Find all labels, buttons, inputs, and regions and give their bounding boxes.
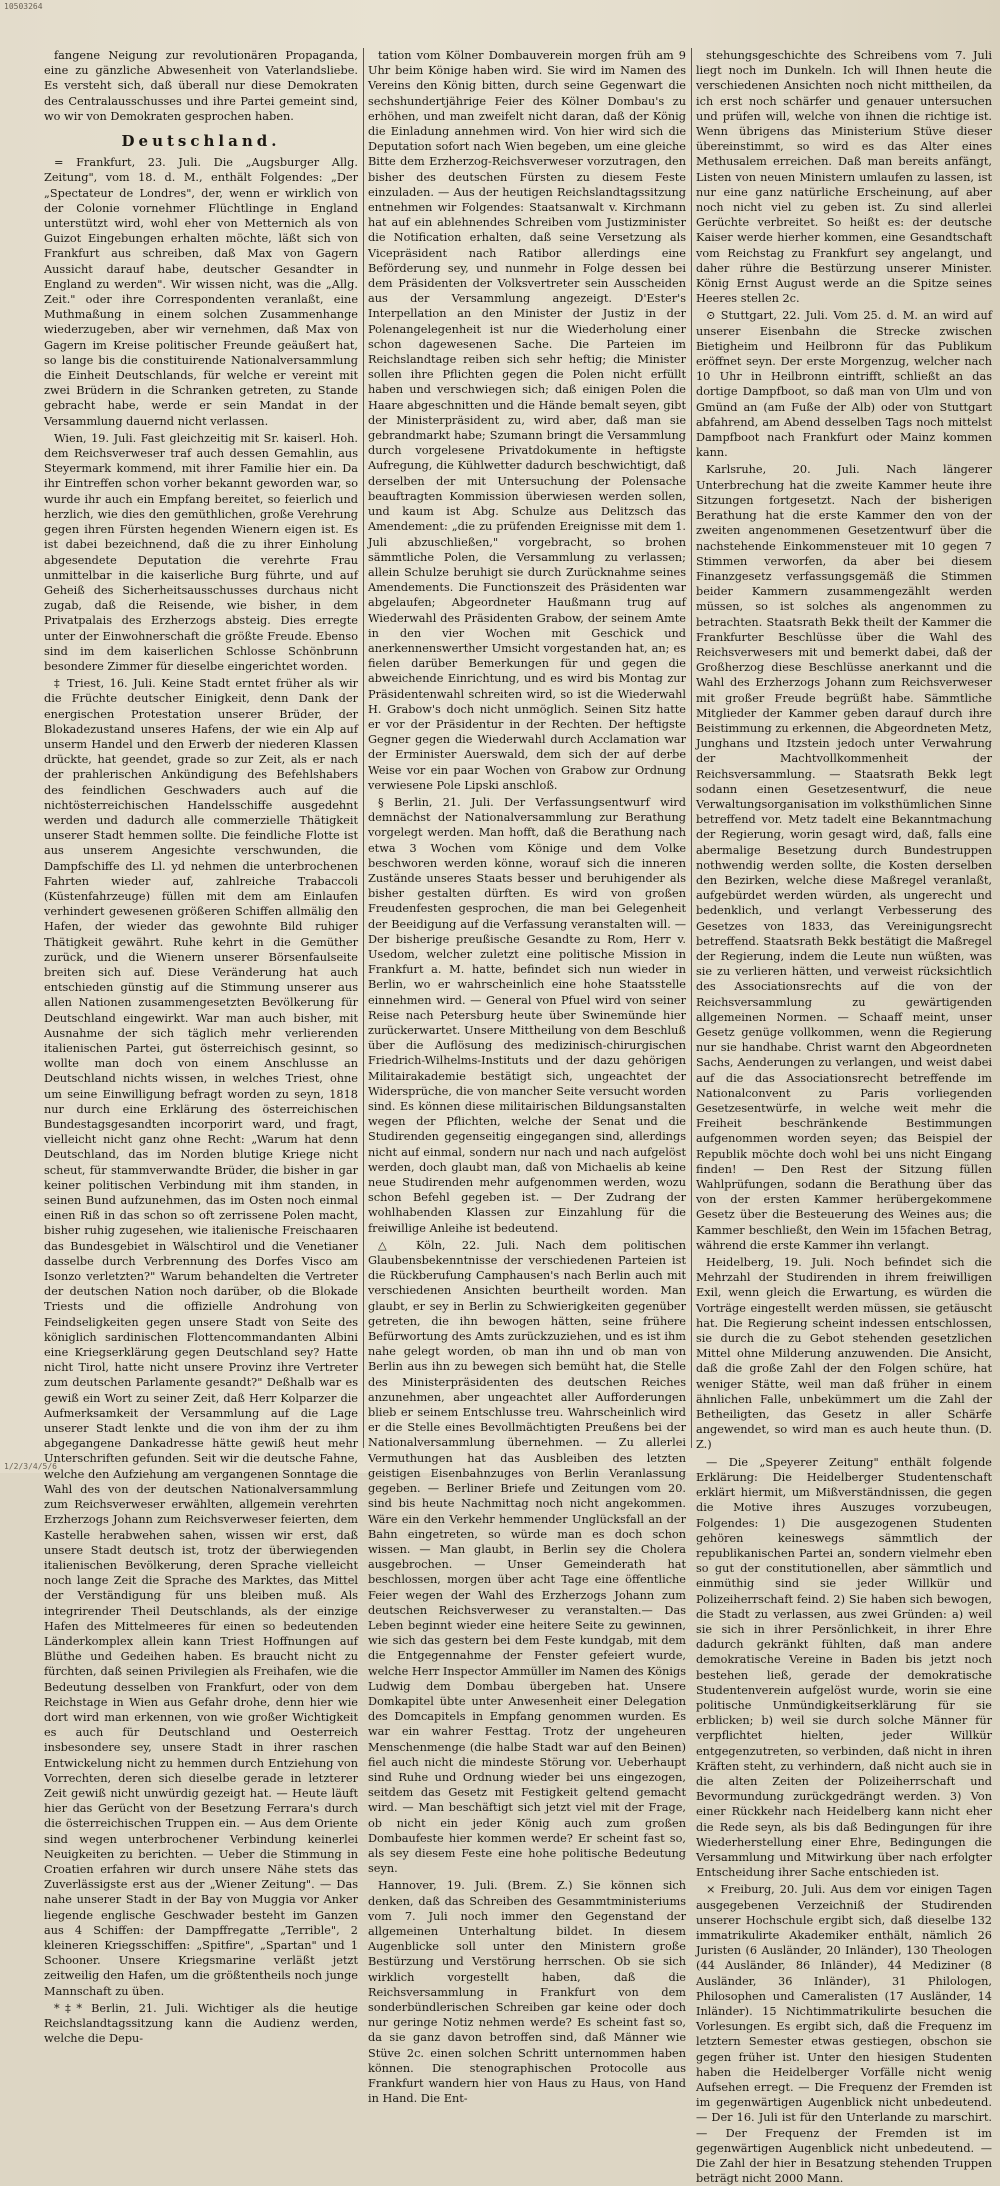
column-divider-2 [691, 48, 692, 1448]
article-berlin-1: *‡* Berlin, 21. Juli. Wichtiger als die heutige Reichslandtagssitzung kann die Audienz werden, welche die Depu- [44, 2001, 358, 2046]
article-stuttgart: ⊙ Stuttgart, 22. Juli. Vom 25. d. M. an wird auf unserer Eisenbahn die Strecke zwischen Bietigheim und Heilbronn für das Publikum eröffnet seyn. Der erste Morgenzug, welcher nach 10 Uhr in Heilbronn eintrifft, schließt an das dortige Dampfboot, so daß man von Ulm und von Gmünd an (am Fuße der Alb) oder von Stuttgart abfahrend, am Abend desselben Tags noch mittelst Dampfboot nach Frankfurt oder Mainz kommen kann. [696, 309, 992, 460]
article-paragraph: tation vom Kölner Dombauverein morgen früh am 9 Uhr beim Könige haben wird. Sie wird im Namen des Vereins den König bitten, durch seine Gegenwart die sechshundertjährige Feier des Kölner Dombau's zu erhöhen, und man zweifelt nicht daran, daß der König die Einladung annehmen wird. Von hier wird sich die Deputation sofort nach Wien begeben, um eine gleiche Bitte dem Erzherzog-Reichsverweser vorzutragen, den bisher des deutschen Fürsten zu diesem Feste einzuladen. — Aus der heutigen Reichslandtagssitzung entnehmen wir Folgendes: Staatsanwalt v. Kirchmann hat auf ein ablehnendes Schreiben vom Justizminister die Notification erhalten, daß seine Versetzung als Vicepräsident nach Ratibor allerdings eine Beförderung sey, und nunmehr in Folge dessen bei dem Präsidenten der Volksvertreter sein Ausscheiden aus der Versammlung angezeigt. D'Ester's Interpellation an den Minister der Justiz in der Polenangelegenheit ist nur die Wiederholung einer schon dagewesenen Sache. Die Parteien im Reichslandtage reiben sich sehr heftig; die Minister sollen ihre Pflichten gegen die Polen nicht erfüllt haben und verschwiegen sich; daß einigen Polen die Haare abgeschnitten und die Hände bemalt seyen, gibt der Ministerpräsident zu, wird aber, daß man sie gebrandmarkt habe; Szumann bringt die Versammlung durch vorgelesene Privatdokumente in heftigste Aufregung, die Kühlwetter dadurch beschwichtigt, daß derselben der mit Untersuchung der Polensache beauftragten Kommission überwiesen werden sollen, und kaum ist Abg. Schulze aus Delitzsch das Amendement: „die zu prüfenden Ereignisse mit dem 1. Juli abzuschließen," vorgebracht, so brohen sämmtliche Polen, die Versammlung zu verlassen; allein Schulze beruhigt sie durch Zurücknahme seines Amendements. Die Functionszeit des Präsidenten war abgelaufen; Abgeordneter Haußmann trug auf Wiederwahl des Präsidenten Grabow, der seinem Amte in den vier Wochen mit Geschick und anerkennenswerther Umsicht vorgestanden hat, an; es fielen darüber Bemerkungen für und gegen die abweichende Einrichtung, und es wird bis Montag zur Präsidentenwahl schreiten wird, so ist die Wiederwahl H. Grabow's doch nicht unmöglich. Seinen Sitz hatte er vor der Präsidentur in der Rechten. Der heftigste Gegner gegen die Wiederwahl durch Acclamation war der Erminister Auerswald, dem sich der auf derbe Weise vor ein paar Wochen von Grabow zur Ordnung verwiesene Pole Lipski anschloß. [368, 49, 686, 792]
article-paragraph: stehungsgeschichte des Schreibens vom 7. Juli liegt noch im Dunkeln. Ich will Ihnen heute die verschiedenen Ansichten noch nicht mittheilen, da ich erst noch schärfer und genauer untersuchen und prüfen will, welche von ihnen die richtige ist. Wenn übrigens das Ministerium Stüve dieser übereinstimmt, so wird es das Alter eines Methusalem erreichen. Daß man bereits anfängt, Listen von neuen Ministern umlaufen zu lassen, ist nur eine ganz natürliche Erscheinung, auf aber noch nicht viel zu geben ist. Zu sind allerlei Gerüchte verbreitet. So heißt es: der deutsche Kaiser werde hierher kommen, eine Gesandtschaft vom Reichstag zu Frankfurt sey angelangt, und daher rühre die Bestürzung unserer Minister. König Ernst August werde an die Spitze seines Heeres stellen 2c. [696, 49, 992, 306]
article-triest: ‡ Triest, 16. Juli. Keine Stadt erntet früher als wir die Früchte deutscher Einigkeit, denn Dank der energischen Protestation unserer Brüder, der Blokadezustand unseres Hafens, der wie ein Alp auf unserm Handel und den Erwerb der niederen Klassen drückte, hat geendet, grade so zur Zeit, als er nach der prahlerischen Ankündigung des Befehlshabers des feindlichen Geschwaders auch auf die nichtösterreichischen Handelsschiffe ausgedehnt werden und dadurch alle commerzielle Thätigkeit unserer Stadt hemmen sollte. Die feindliche Flotte ist aus unserem Angesichte verschwunden, die Dampfschiffe des Ll. yd nehmen die unterbrochenen Fahrten wieder auf, zahlreiche Trabaccoli (Küstenfahrzeuge) füllen mit dem am Einlaufen verhindert gewesenen größeren Schiffen allmälig den Hafen, der wieder das gewohnte Bild ruhiger Thätigkeit gewährt. Ruhe kehrt in die Gemüther zurück, und die Wienern unserer Börsenfaulseite breiten sich auf. Diese Veränderung hat auch entschieden günstig auf die Stimmung unserer aus allen Nationen zusammengesetzten Bevölkerung für Deutschland eingewirkt. War man auch bisher, mit Ausnahme der sich täglich mehr verlierenden italienischen Partei, gut österreichisch gesinnt, so wollte man doch von einem Anschlusse an Deutschland nichts wissen, in welches Triest, ohne um seine Einwilligung befragt worden zu seyn, 1818 nur durch eine Erklärung des österreichischen Bundestagsgesandten incorporirt ward, und fragt, vielleicht nicht ganz ohne Recht: „Warum hat denn Deutschland, das im Norden blutige Kriege nicht scheut, für stammverwandte Brüder, die bisher in gar keiner politischen Verbindung mit ihm standen, in seinen Bund aufzunehmen, das im Osten noch einmal einen Riß in das schon so oft zerrissene Polen macht, bisher ruhig zugesehen, wie italienische Freischaaren das Bundesgebiet in Wälschtirol und die Venetianer dasselbe durch Verbrennung des Dorfes Visco am Isonzo verletzten?" Warum behandelten die Vertreter der deutschen Nation noch darüber, ob die Blokade Triests und die offizielle Androhung von Feindseligkeiten gegen unsere Stadt von Seite des königlich sardinischen Flottencommandanten Albini eine Kriegserklärung gegen Deutschland sey? Hatte nicht Tirol, hatte nicht unsere Provinz ihre Vertreter zum deutschen Parlamente gesandt?" Deßhalb war es gewiß ein Wort zu seiner Zeit, daß Herr Kolparzer die Aufmerksamkeit der Versammlung auf die Lage unserer Stadt lenkte und die von ihm der zu ihm abgegangene Dankadresse hätte gewiß heut mehr Unterschriften gefunden. Seit wir die deutsche Fahne, welche den Aufziehung am vergangenen Sonntage die Wahl des von der deutschen Nationalversammlung zum Reichsverweser erwählten, allgemein verehrten Erzherzogs Johann zum Reichsverweser feierten, dem Kastelle herabwehen sahen, wissen wir erst, daß unsere Stadt deutsch ist, trotz der überwiegenden italienischen Bevölkerung, deren Sprache vielleicht noch lange Zeit die Sprache des Marktes, das Mittel der Verständigung für uns bleiben muß. Als integrirender Theil Deutschlands, als der einzige Hafen des Mittelmeeres für einen so bedeutenden Länderkomplex allein kann Triest Hoffnungen auf Blüthe und Gedeihen haben. Es braucht nicht zu fürchten, daß seinen Privilegien als Freihafen, wie die Bedeutung desselben von Frankfurt, oder von dem Reichstage in Wien aus Gefahr drohe, denn hier wie dort wird man erkennen, von wie großer Wichtigkeit es auch für Deutschland und Oesterreich insbesondere sey, unsere Stadt in ihrer raschen Entwickelung nicht zu hemmen durch Entziehung von Vorrechten, deren sich dieselbe gerade in letzterer Zeit gewiß nicht unwürdig gezeigt hat. — Heute läuft hier das Gerücht von der Besetzung Ferrara's durch die österreichischen Truppen ein. — Aus dem Oriente sind wegen unterbrochener Verbindung keinerlei Neuigkeiten zu berichten. — Ueber die Stimmung in Croatien erfahren wir durch unsere Nähe stets das Zuverlässigste erst aus der „Wiener Zeitung". — Das nahe unserer Stadt in der Bay von Muggia vor Anker liegende englische Geschwader besteht im Ganzen aus 4 Schiffen: der Dampffregatte „Terrible", 2 kleineren Kriegsschiffen: „Spitfire", „Spartan" und 1 Schooner. Unsere Kriegsmarine verläßt jetzt zeitweilig den Hafen, um die größtentheils noch junge Mannschaft zu üben. [44, 677, 358, 1998]
article-wien: Wien, 19. Juli. Fast gleichzeitig mit Sr. kaiserl. Hoh. dem Reichsverweser traf auch dessen Gemahlin, aus Steyermark kommend, mit ihrer Familie hier ein. Da ihr Eintreffen schon vorher bekannt geworden war, so wurde ihr auch ein Empfang bereitet, so feierlich und herzlich, wie dies den gemüthlichen, große Verehrung gegen ihren Fürsten hegenden Wienern eigen ist. Es ist dabei bezeichnend, daß die zu ihrer Einholung abgesendete Deputation die verehrte Frau unmittelbar in die kaiserliche Burg führte, und auf Geheiß des Sicherheitsausschusses durchaus nicht zugab, daß die Reisende, wie bisher, in dem Privatpalais des Erzherzogs absteig. Dies erregte unter der Einwohnerschaft die größte Freude. Ebenso sind im dem kaiserlichen Schlosse Schönbrunn besondere Zimmer für dieselbe eingerichtet worden. [44, 431, 358, 673]
scan-id-label: 10503264 [4, 2, 43, 11]
article-berlin-2: § Berlin, 21. Juli. Der Verfassungsentwurf wird demnächst der Nationalversammlung zur Berathung vorgelegt werden. Man hofft, daß die Berathung nach etwa 3 Wochen vom Könige und dem Volke beschworen werden könne, worauf sich die inneren Zustände unseres Staats besser und beruhigender als bisher gestalten dürften. Es wird von großen Freudenfesten gesprochen, die man bei Gelegenheit der Beeidigung auf die Verfassung veranstalten will. — Der bisherige preußische Gesandte zu Rom, Herr v. Usedom, welcher zuletzt eine politische Mission in Frankfurt a. M. hatte, befindet sich nun wieder in Berlin, wo er wahrscheinlich eine hohe Staatsstelle einnehmen wird. — General von Pfuel wird von seiner Reise nach Petersburg heute über Swinemünde hier zurückerwartet. Unsere Mittheilung von dem Beschluß über die Auflösung des medizinisch-chirurgischen Friedrich-Wilhelms-Instituts und der dazu gehörigen Militairakademie bestätigt sich, ungeachtet der Widersprüche, die von mancher Seite versucht worden sind. Es können diese militairischen Bildungsanstalten wegen der Pflichten, welche der Senat und die Studirenden gegenseitig eingegangen sind, allerdings nicht auf einmal, sondern nur nach und nach aufgelöst werden, doch glaubt man, daß von Michaelis ab keine neue Studirenden mehr aufgenommen werden, wozu schon Befehl gegeben ist. — Der Zudrang der wohlhabenden Klassen zur Einzahlung für die freiwillige Anleihe ist bedeutend. [368, 795, 686, 1235]
column-2 [368, 48, 686, 2106]
article-karlsruhe: Karlsruhe, 20. Juli. Nach längerer Unterbrechung hat die zweite Kammer heute ihre Sitzungen fortgesetzt. Nach der bisherigen Berathung hat die erste Kammer den von der zweiten angenommenen Gesetzentwurf über die nachstehende Einkommensteuer mit 10 gegen 7 Stimmen verworfen, da aber bei diesem Finanzgesetz verfassungsgemäß die Stimmen beider Kammern zusammengezählt werden müssen, so ist solches als angenommen zu betrachten. Staatsrath Bekk theilt der Kammer die Frankfurter Beschlüsse über die Wahl des Reichsverwesers mit und bemerkt dabei, daß der Großherzog diese Beschlüsse anerkannt und die Wahl des Erzherzogs Johann zum Reichsverweser mit großer Freude begrüßt habe. Sämmtliche Mitglieder der Kammer geben darauf durch ihre Beistimmung zu erkennen, die Abgeordneten Metz, Junghans und Itzstein jedoch unter Verwahrung der Machtvollkommenheit der Reichsversammlung. — Staatsrath Bekk legt sodann einen Gesetzesentwurf, die neue Verwaltungsorganisation im volksthümlichen Sinne betreffend vor. Metz tadelt eine Bekanntmachung der Regierung, worin gesagt wird, daß, falls eine abermalige Besetzung durch Bundestruppen nothwendig werden sollte, die Kosten derselben den Bezirken, welche diese Maßregel veranlaßt, aufgebürdet werden würden, als ungerecht und bedenklich, und verlangt Verbesserung des Gesetzes von 1833, das Vereinigungsrecht betreffend. Staatsrath Bekk bestätigt die Maßregel der Regierung, indem die Leute nun wüßten, was sie zu verlieren hätten, und verweist rücksichtlich des Associationsrechts auf die von der Reichsversammlung zu gewärtigenden allgemeinen Normen. — Schaaff meint, unser Gesetz genüge vollkommen, wenn die Regierung nur sie handhabe. Christ warnt den Abgeordneten Sachs, Aenderungen zu verlangen, und weist dabei auf die das Associationsrecht betreffende im Nationalconvent zu Paris vorliegenden Gesetzesentwürfe, in welche weit mehr die Freiheit beschränkende Bestimmungen aufgenommen worden seyen; das Beispiel der Republik möchte doch wohl bei uns nicht Eingang finden! — Den Rest der Sitzung füllen Wahlprüfungen, sodann die Berathung über das von der ersten Kammer herübergekommene Gesetz über die Besteuerung des Weines aus; die Kammer beschließt, den Wein im 15fachen Betrag, während die erste Kammer ihn verlangt. [696, 463, 992, 1252]
column-1 [44, 48, 358, 2046]
article-speyerer-zeitung: — Die „Speyerer Zeitung" enthält folgende Erklärung: Die Heidelberger Studentenschaft erklärt hiermit, um Mißverständnissen, die gegen die Motive ihres Auszuges vorzubeugen, Folgendes: 1) Die ausgezogenen Studenten gehören keineswegs sämmtlich der republikanischen Partei an, sondern vielmehr eben so gut der constitutionellen, aber sämmtlich und einmüthig sind sie jeder Willkür und Polizeiherrschaft feind. 2) Sie haben sich bewogen, die Stadt zu verlassen, aus zwei Gründen: a) weil sie sich in ihrer Persönlichkeit, in ihrer Ehre dadurch gekränkt fühlten, daß man andere demokratische Vereine in Baden bis jetzt noch bestehen ließ, gerade der demokratische Studentenverein aufgelöst wurde, worin sie eine politische Unmündigkeitserklärung für sie erblicken; b) weil sie durch solche Männer für verpflichtet hielten, jeder Willkür entgegenzutreten, so verbinden, daß nicht in ihren Kräften steht, zu verhindern, daß nicht auch sie in die alten Zeiten der Polizeiherrschaft und Bevormundung zurückgedrängt werden. 3) Von einer Rückkehr nach Heidelberg kann nicht eher die Rede seyn, als bis daß Bedingungen für ihre Wiederherstellung einer Ehre, Bedingungen die Versammlung und Mitwirkung über nach erfolgter Entscheidung ihrer Sache entschieden ist. [696, 1455, 992, 1880]
article-koeln: △ Köln, 22. Juli. Nach dem politischen Glaubensbekenntnisse der verschiedenen Parteien ist die Rückberufung Camphausen's nach Berlin auch mit verschiedenen Ansichten beurtheilt worden. Man glaubt, er sey in Berlin zu Schwierigkeiten gegenüber getreten, die ihn bewogen hätten, seine frühere Befürwortung des Amts zurückzuziehen, und es ist ihm nahe gelegt worden, ob man ihn und ob man von Berlin aus ihn zu bewegen sich bemüht hat, die Stelle des Ministerpräsidenten des deutschen Reiches anzunehmen, aber ungeachtet aller Aufforderungen blieb er seinem Entschlusse treu. Wahrscheinlich wird er die Stelle eines Bevollmächtigten Preußens bei der Nationalversammlung übernehmen. — Zu allerlei Vermuthungen hat das Ausbleiben des letzten geistigen Eisenbahnzuges von Berlin Veranlassung gegeben. — Berliner Briefe und Zeitungen vom 20. sind bis heute Nachmittag noch nicht angekommen. Wäre ein den Verkehr hemmender Unglücksfall an der Bahn eingetreten, so würde man es doch schon wissen. — Man glaubt, in Berlin sey die Cholera ausgebrochen. — Unser Gemeinderath hat beschlossen, morgen über acht Tage eine öffentliche Feier wegen der Wahl des Erzherzogs Johann zum deutschen Reichsverweser zu veranstalten.— Das Leben beginnt wieder eine heitere Seite zu gewinnen, wie sich das gestern bei dem Feste kundgab, mit dem die Entgegennahme der Fenster gefeiert wurde, welche Herr Inspector Ammüller im Namen des Königs Ludwig dem Dombau übergeben hat. Unsere Domkapitel übte unter Anwesenheit einer Delegation des Domcapitels in Empfang genommen wurden. Es war ein wahrer Festtag. Trotz der ungeheuren Menschenmenge (die halbe Stadt war auf den Beinen) fiel auch nicht die mindeste Störung vor. Ueberhaupt sind Ruhe und Ordnung wieder bei uns eingezogen, seitdem das Gesetz mit Festigkeit geltend gemacht wird. — Man beschäftigt sich jetzt viel mit der Frage, ob nicht ein jeder König auch zum großen Dombaufeste hier kommen werde? Er scheint fast so, als sey diesem Feste eine hohe politische Bedeutung seyn. [368, 1238, 686, 1876]
article-frankfurt: = Frankfurt, 23. Juli. Die „Augsburger Allg. Zeitung", vom 18. d. M., enthält Folgendes: „Der „Spectateur de Londres", der, wenn er wirklich von der Colonie vornehmer Flüchtlinge in England unterstützt wird, wohl eher von Metternich als von Guizot Eingebungen erhalten möchte, läßt sich von Frankfurt aus schreiben, daß Max von Gagern Aussicht darauf habe, deutscher Gesandter in England zu werden". Wir wissen nicht, was die „Allg. Zeit." oder ihre Correspondenten veranlaßt, eine Muthmaßung in einem solchen Zusammenhange wiederzugeben, aber wir vernehmen, daß Max von Gagern im Kreise politischer Freunde geäußert hat, so lange bis die constituirende Nationalversammlung die Einheit Deutschlands, für welche er vereint mit zwei Brüdern in die Schranken getreten, zu Stande gebracht habe, werde er sein Mandat in der Versammlung dauernd nicht verlassen. [44, 156, 358, 428]
column-3 [696, 48, 992, 2186]
article-paragraph: fangene Neigung zur revolutionären Propaganda, eine zu gänzliche Abwesenheit von Vaterlandsliebe. Es versteht sich, daß überall nur diese Demokraten des Centralausschusses und ihre Partei gemeint sind, wo wir von Demokraten gesprochen haben. [44, 49, 358, 123]
column-divider-1 [363, 48, 364, 1448]
article-freiburg: × Freiburg, 20. Juli. Aus dem vor einigen Tagen ausgegebenen Verzeichniß der Studirenden unserer Hochschule ergibt sich, daß dieselbe 132 immatrikulirte Akademiker enthält, nämlich 26 Juristen (6 Ausländer, 20 Inländer), 130 Theologen (44 Ausländer, 86 Inländer), 44 Mediziner (8 Ausländer, 36 Inländer), 31 Philologen, Philosophen und Cameralisten (17 Ausländer, 14 Inländer). 15 Nichtimmatrikulirte besuchen die Vorlesungen. Es ergibt sich, daß die Frequenz im letztern Semester etwas gestiegen, obschon sie gegen früher ist. Unter den hiesigen Studenten haben die Heidelberger Vorfälle nicht wenig Aufsehen erregt. — Die Frequenz der Fremden ist im gegenwärtigen Augenblick nicht unbedeutend. — Der 16. Juli ist für den Unterlande zu marschirt. — Der Frequenz der Fremden ist im gegenwärtigen Augenblick nicht unbedeutend. — Die Zahl der hier in Besatzung stehenden Truppen beträgt nicht 2000 Mann. [696, 1883, 992, 2186]
article-heidelberg: Heidelberg, 19. Juli. Noch befindet sich die Mehrzahl der Studirenden in ihrem freiwilligen Exil, wenn gleich die Erwartung, es würden die Vorträge eingestellt werden müssen, sie getäuscht hat. Die Regierung scheint indessen entschlossen, sie durch die zu Gebot stehenden gesetzlichen Mittel ohne Milderung anzuwenden. Die Ansicht, daß die große Zahl der den Folgen schüre, hat weniger Stätte, weil man daß früher in einem ähnlichen Falle, unbekümmert um die Zahl der Betheiligten, das Gesetz in aller Schärfe angewendet, so wird man es auch heute thun. (D. Z.) [696, 1256, 992, 1452]
section-heading: Deutschland. [121, 132, 281, 151]
bottom-mark: 1/2/3/4/5/6 [4, 1462, 57, 1471]
article-hannover: Hannover, 19. Juli. (Brem. Z.) Sie können sich denken, daß das Schreiben des Gesammtministeriums vom 7. Juli noch immer den Gegenstand der allgemeinen Unterhaltung bildet. In diesem Augenblicke soll unter den Ministern große Bestürzung und Verstörung herrschen. Ob sie sich wirklich vorgestellt haben, daß die Reichsversammlung in Frankfurt von dem sonderbündlerischen Schreiben gar keine oder doch nur geringe Notiz nehmen werde? Es scheint fast so, da sie ganz davon betroffen sind, daß Männer wie Stüve 2c. einen solchen Schritt unternommen haben können. Die stenographischen Protocolle aus Frankfurt wandern hier von Haus zu Haus, von Hand in Hand. Die Ent- [368, 1879, 686, 2106]
